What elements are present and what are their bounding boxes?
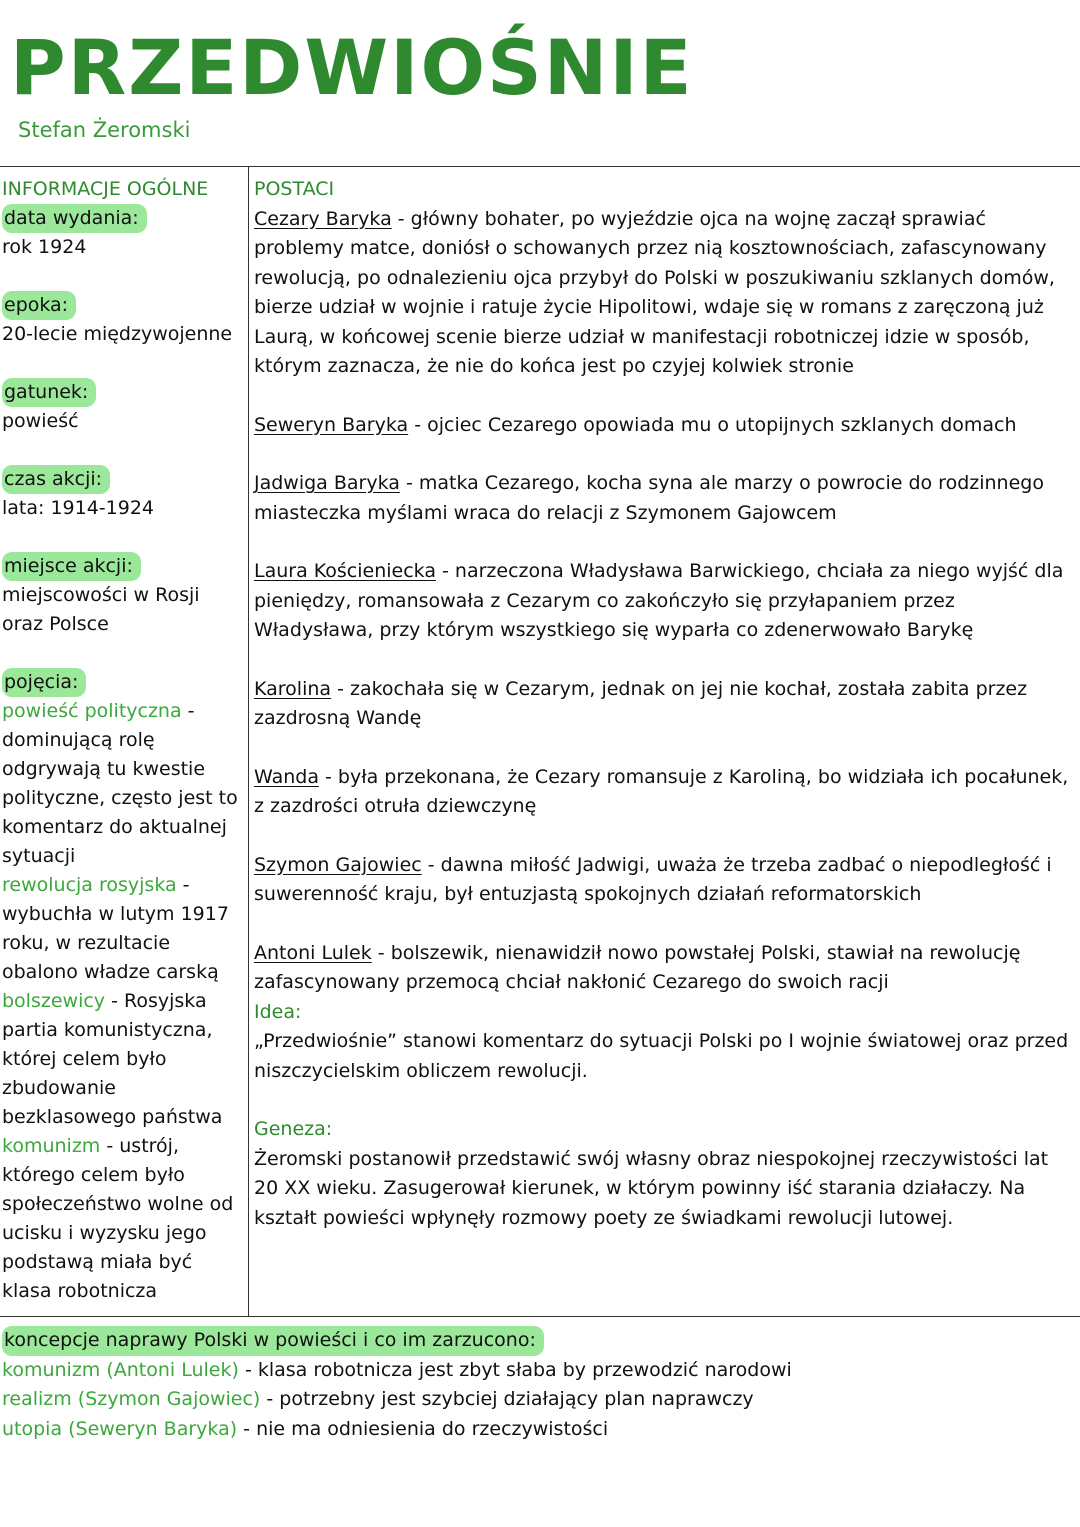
character-name: Jadwiga Baryka <box>254 472 400 494</box>
repair-concepts-section <box>2 1326 1072 1444</box>
character-name: Wanda <box>254 765 319 788</box>
character-name: Laura Kościeniecka <box>254 560 436 582</box>
term-definition: wybuchła w lutym 1917 roku, w rezultacie obalono władze carską <box>2 903 229 983</box>
term-name: rewolucja rosyjska <box>2 874 177 896</box>
character-description: dawna miłość Jadwigi, uważa że trzeba zadbać o niepodległość i suwerenność kraju, był entuzjastą spokojnych działań reformatorskich <box>254 853 1052 905</box>
character-entry: Szymon Gajowiec - dawna miłość Jadwigi, uważa że trzeba zadbać o niepodległość i suwerenność kraju, był entuzjastą spokojnych działań reformatorskich <box>254 853 1052 905</box>
character-name: Cezary Baryka <box>254 207 392 230</box>
term-item: powieść polityczna - dominującą rolę odgrywają tu kwestie polityczne, często jest to komentarz do aktualnej sytuacji <box>2 700 238 867</box>
concept-text: klasa robotnicza jest zbyt słaba by przewodzić narodowi <box>257 1358 792 1381</box>
epoch-label: epoka: <box>2 291 76 320</box>
concept-text: potrzebny jest szybciej działający plan naprawczy <box>279 1388 754 1410</box>
character-name: Antoni Lulek <box>254 941 372 964</box>
concept-text: nie ma odniesienia do rzeczywistości <box>256 1417 609 1440</box>
character-entry: Wanda - była przekonana, że Cezary romansuje z Karoliną, bo widziała ich pocałunek, z zazdrości otruła dziewczynę <box>254 765 1069 817</box>
term-definition: Rosyjska partia komunistyczna, której celem było zbudowanie bezklasowego państwa <box>2 990 223 1128</box>
character-description: narzeczona Władysława Barwickiego, chciała za niego wyjść dla pieniędzy, romansowała z Cezarym co zakończyło się przyłapaniem przez Władysława, przy którym wszystkiego się wyparła co zdenerwowało Barykę <box>254 560 1064 641</box>
characters-heading: POSTACI <box>254 178 335 200</box>
term-definition: dominującą rolę odgrywają tu kwestie polityczne, często jest to komentarz do aktualnej sytuacji <box>2 729 238 867</box>
character-description: bolszewik, nienawidził nowo powstałej Polski, stawiał na rewolucję zafascynowany przemocą chciał nakłonić Cezarego do swoich racji <box>254 941 1021 993</box>
action-time-value: lata: 1914-1924 <box>2 497 155 519</box>
terms-label: pojęcia: <box>2 668 86 697</box>
header-divider <box>0 166 1080 167</box>
concept-item: komunizm (Antoni Lulek) - klasa robotnicza jest zbyt słaba by przewodzić narodowi <box>2 1358 792 1381</box>
general-info-column <box>2 175 246 1306</box>
term-definition: ustrój, którego celem było społeczeństwo wolne od ucisku i wyzysku jego podstawą miała być klasa robotnicza <box>2 1135 234 1302</box>
publication-date-value: rok 1924 <box>2 236 87 258</box>
character-name: Karolina <box>254 677 332 700</box>
genesis-text: Żeromski postanowił przedstawić swój własny obraz niespokojnej rzeczywistości lat 20 XX wieku. Zasugerował kierunek, w którym powinny iść starania działaczy. Na kształt powieści wpłynęły rozmowy poety ze świadkami rewolucji lutowej. <box>254 1147 1049 1229</box>
publication-date-label: data wydania: <box>2 204 147 233</box>
column-divider <box>248 166 249 1316</box>
character-description: była przekonana, że Cezary romansuje z Karoliną, bo widziała ich pocałunek, z zazdrości otruła dziewczynę <box>254 765 1069 817</box>
character-name: Szymon Gajowiec <box>254 853 422 876</box>
character-entry: Cezary Baryka - główny bohater, po wyjeździe ojca na wojnę zaczął sprawiać problemy matce, doniósł o schowanych przez nią kosztownościach, zafascynowany rewolucją, po odnalezieniu ojca przybył do Polski w poszukiwaniu szklanych domów, bierze udział w wojnie i ratuje życie Hipolitowi, wdaje się w romans z zaręczoną już Laurą, w końcowej scenie bierze udział w manifestacji robotniczej idzie w sposób, którym zaznacza, że nie do końca jest po czyjej kolwiek stronie <box>254 207 1055 377</box>
concept-label: komunizm (Antoni Lulek) <box>2 1358 239 1381</box>
author: Stefan Żeromski <box>18 118 191 142</box>
page-title: PRZEDWIOŚNIE <box>10 23 694 112</box>
action-time-label: czas akcji: <box>2 465 110 494</box>
character-entry: Karolina - zakochała się w Cezarym, jednak on jej nie kochał, została zabita przez zazdrosną Wandę <box>254 677 1028 729</box>
character-entry: Seweryn Baryka - ojciec Cezarego opowiada mu o utopijnych szklanych domach <box>254 413 1017 436</box>
term-name: powieść polityczna <box>2 700 182 722</box>
characters-column <box>254 175 1076 1233</box>
character-description: ojciec Cezarego opowiada mu o utopijnych szklanych domach <box>427 413 1017 436</box>
term-item: bolszewicy - Rosyjska partia komunistyczna, której celem było zbudowanie bezklasowego państwa <box>2 990 223 1128</box>
concept-label: realizm (Szymon Gajowiec) <box>2 1388 261 1410</box>
action-place-label: miejsce akcji: <box>2 552 141 581</box>
epoch-value: 20-lecie międzywojenne <box>2 323 233 345</box>
term-item: rewolucja rosyjska - wybuchła w lutym 1917 roku, w rezultacie obalono władze carską <box>2 874 229 983</box>
concept-item: utopia (Seweryn Baryka) - nie ma odniesienia do rzeczywistości <box>2 1417 609 1440</box>
term-name: komunizm <box>2 1135 101 1157</box>
action-place-value: miejscowości w Rosji oraz Polsce <box>2 584 200 635</box>
genre-value: powieść <box>2 410 79 432</box>
character-description: matka Cezarego, kocha syna ale marzy o powrocie do rodzinnego miasteczka myślami wraca do relacji z Szymonem Gajowcem <box>254 472 1044 524</box>
idea-heading: Idea: <box>254 1000 302 1023</box>
term-name: bolszewicy <box>2 990 106 1012</box>
footer-divider <box>0 1316 1080 1317</box>
idea-text: „Przedwiośnie” stanowi komentarz do sytuacji Polski po I wojnie światowej oraz przed niszczycielskim obliczem rewolucji. <box>254 1030 1069 1082</box>
character-name: Seweryn Baryka <box>254 413 409 436</box>
repair-concepts-heading: koncepcje naprawy Polski w powieści i co im zarzucono: <box>2 1326 544 1356</box>
character-entry: Antoni Lulek - bolszewik, nienawidził nowo powstałej Polski, stawiał na rewolucję zafascynowany przemocą chciał nakłonić Cezarego do swoich racji <box>254 941 1021 993</box>
character-entry: Jadwiga Baryka - matka Cezarego, kocha syna ale marzy o powrocie do rodzinnego miasteczka myślami wraca do relacji z Szymonem Gajowcem <box>254 472 1044 524</box>
character-entry: Laura Kościeniecka - narzeczona Władysława Barwickiego, chciała za niego wyjść dla pieniędzy, romansowała z Cezarym co zakończyło się przyłapaniem przez Władysława, przy którym wszystkiego się wyparła co zdenerwowało Barykę <box>254 560 1064 641</box>
genesis-heading: Geneza: <box>254 1118 333 1140</box>
concept-item: realizm (Szymon Gajowiec) - potrzebny jest szybciej działający plan naprawczy <box>2 1388 754 1410</box>
general-info-heading: INFORMACJE OGÓLNE <box>2 178 209 200</box>
term-item: komunizm - ustrój, którego celem było społeczeństwo wolne od ucisku i wyzysku jego podstawą miała być klasa robotnicza <box>2 1135 234 1302</box>
concept-label: utopia (Seweryn Baryka) <box>2 1417 238 1440</box>
character-description: zakochała się w Cezarym, jednak on jej nie kochał, została zabita przez zazdrosną Wandę <box>254 677 1028 729</box>
genre-label: gatunek: <box>2 378 96 407</box>
character-description: główny bohater, po wyjeździe ojca na wojnę zaczął sprawiać problemy matce, doniósł o schowanych przez nią kosztownościach, zafascynowany rewolucją, po odnalezieniu ojca przybył do Polski w poszukiwaniu szklanych domów, bierze udział w wojnie i ratuje życie Hipolitowi, wdaje się w romans z zaręczoną już Laurą, w końcowej scenie bierze udział w manifestacji robotniczej idzie w sposób, którym zaznacza, że nie do końca jest po czyjej kolwiek stronie <box>254 207 1055 377</box>
